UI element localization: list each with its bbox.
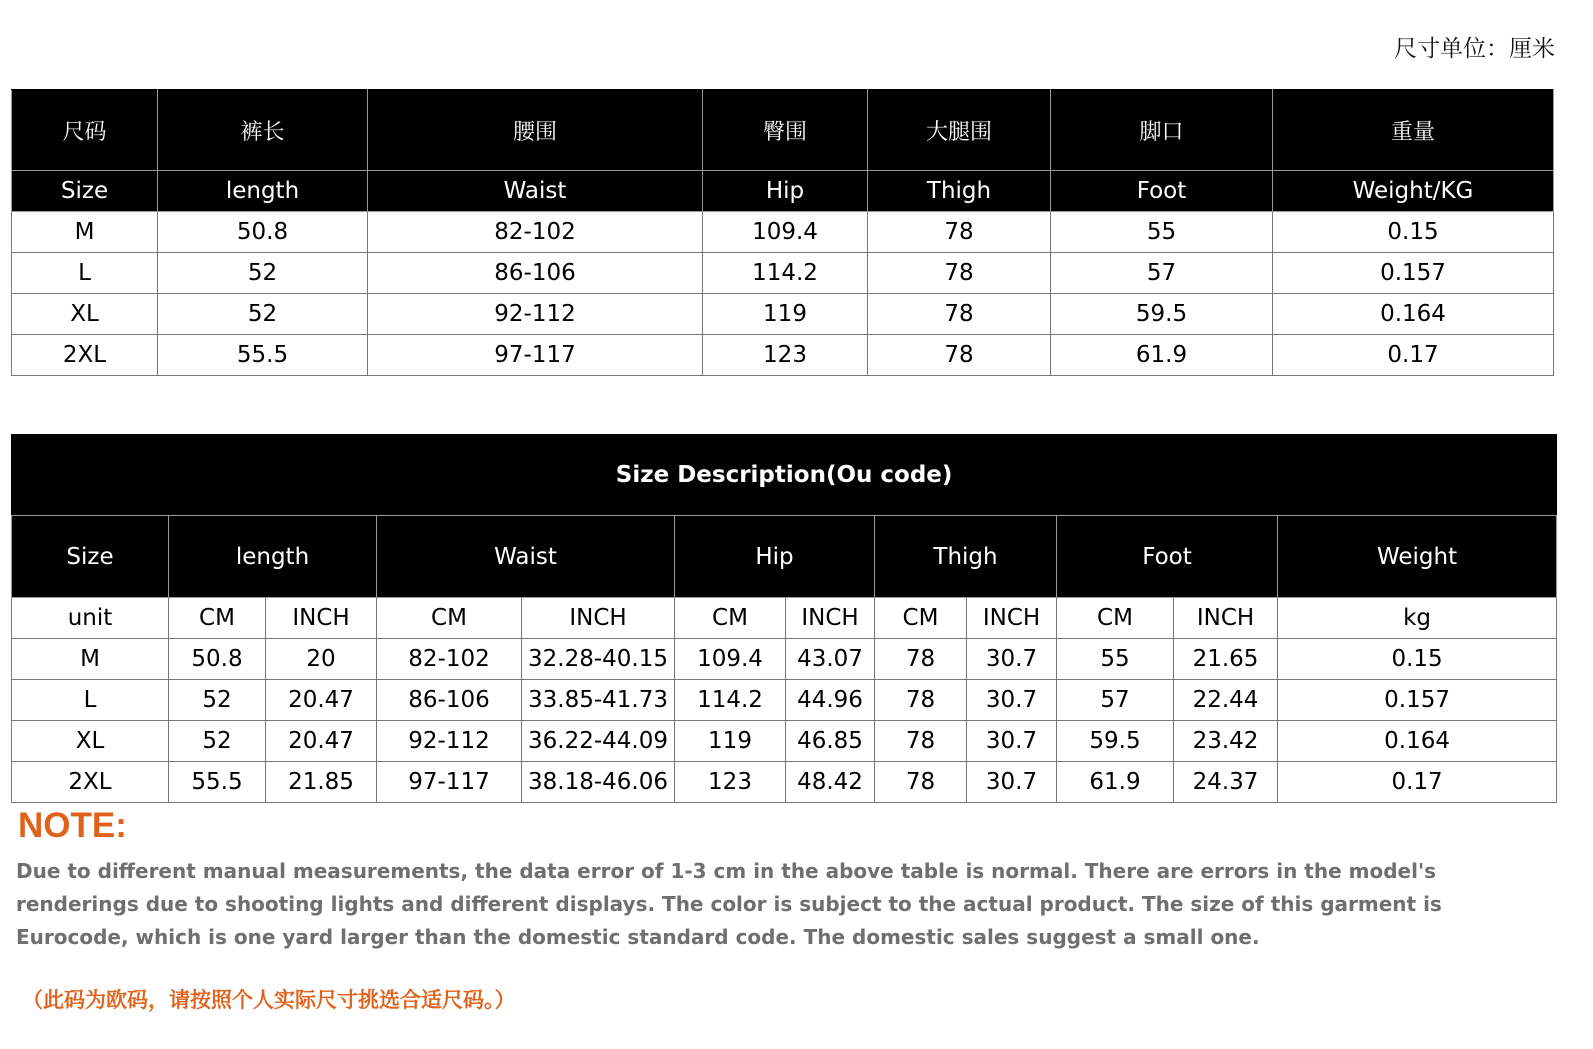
group-header-waist: Waist xyxy=(377,516,675,598)
header-row-cn xyxy=(12,90,1554,171)
table-cell: 78 xyxy=(875,721,967,762)
table-cell: 55.5 xyxy=(169,762,266,803)
unit-cell: CM xyxy=(875,598,967,639)
table-cell: XL xyxy=(12,721,169,762)
table-cell: 20.47 xyxy=(266,721,377,762)
table-cell: 44.96 xyxy=(786,680,875,721)
cell-hip: 114.2 xyxy=(703,253,868,294)
cell-waist: 82-102 xyxy=(368,212,703,253)
table-cell: 78 xyxy=(875,762,967,803)
table-cell: 59.5 xyxy=(1057,721,1174,762)
table-cell: L xyxy=(12,680,169,721)
note-title: NOTE: xyxy=(18,806,127,845)
table-cell: 36.22-44.09 xyxy=(522,721,675,762)
table-row xyxy=(12,639,1557,680)
header-cn-thigh: 大腿围 xyxy=(868,90,1051,171)
table-row xyxy=(12,253,1554,294)
table-cell: 46.85 xyxy=(786,721,875,762)
unit-cell: unit xyxy=(12,598,169,639)
header-en-size: Size xyxy=(12,171,158,212)
unit-row xyxy=(12,598,1557,639)
header-en-hip: Hip xyxy=(703,171,868,212)
header-cn-foot: 脚口 xyxy=(1051,90,1273,171)
cell-weight: 0.157 xyxy=(1273,253,1554,294)
table-cell: 38.18-46.06 xyxy=(522,762,675,803)
table-cell: 24.37 xyxy=(1174,762,1278,803)
table-cell: 119 xyxy=(675,721,786,762)
unit-cell: CM xyxy=(1057,598,1174,639)
table-cell: 30.7 xyxy=(967,680,1057,721)
header-en-thigh: Thigh xyxy=(868,171,1051,212)
note-body: Due to different manual measurements, the data error of 1-3 cm in the above table is normal. There are errors in the model's renderings due to shooting lights and different displays. The color is subject to the actual product. The size of this garment is Eurocode, which is one yard larger than the domestic standard code. The domestic sales suggest a small one. xyxy=(16,859,1442,949)
table-cell: 55 xyxy=(1057,639,1174,680)
table-cell: 114.2 xyxy=(675,680,786,721)
table-row xyxy=(12,680,1557,721)
group-header-length: length xyxy=(169,516,377,598)
unit-cell: INCH xyxy=(967,598,1057,639)
table-cell: 21.85 xyxy=(266,762,377,803)
table-cell: 82-102 xyxy=(377,639,522,680)
cell-length: 55.5 xyxy=(158,335,368,376)
unit-cell: kg xyxy=(1278,598,1557,639)
table-cell: 50.8 xyxy=(169,639,266,680)
cell-length: 52 xyxy=(158,253,368,294)
cell-hip: 109.4 xyxy=(703,212,868,253)
header-en-weight: Weight/KG xyxy=(1273,171,1554,212)
cell-foot: 61.9 xyxy=(1051,335,1273,376)
cell-weight: 0.17 xyxy=(1273,335,1554,376)
cell-thigh: 78 xyxy=(868,253,1051,294)
table-cell: 52 xyxy=(169,680,266,721)
header-cn-hip: 臀围 xyxy=(703,90,868,171)
table-cell: 52 xyxy=(169,721,266,762)
header-en-foot: Foot xyxy=(1051,171,1273,212)
table-cell: 78 xyxy=(875,680,967,721)
table-cell: 20 xyxy=(266,639,377,680)
table-row xyxy=(12,335,1554,376)
table-cell: 86-106 xyxy=(377,680,522,721)
cell-foot: 59.5 xyxy=(1051,294,1273,335)
cell-hip: 123 xyxy=(703,335,868,376)
table-cell: 92-112 xyxy=(377,721,522,762)
group-header-weight: Weight xyxy=(1278,516,1557,598)
table-cell: 30.7 xyxy=(967,721,1057,762)
header-en-waist: Waist xyxy=(368,171,703,212)
table-cell: 23.42 xyxy=(1174,721,1278,762)
table-cell: 32.28-40.15 xyxy=(522,639,675,680)
group-header-thigh: Thigh xyxy=(875,516,1057,598)
cell-waist: 92-112 xyxy=(368,294,703,335)
table-cell: M xyxy=(12,639,169,680)
table-cell: 20.47 xyxy=(266,680,377,721)
unit-cell: INCH xyxy=(786,598,875,639)
table-cell: 0.17 xyxy=(1278,762,1557,803)
cell-length: 50.8 xyxy=(158,212,368,253)
unit-cell: CM xyxy=(377,598,522,639)
table-cell: 43.07 xyxy=(786,639,875,680)
cell-size: M xyxy=(12,212,158,253)
cell-waist: 86-106 xyxy=(368,253,703,294)
note-chinese: （此码为欧码，请按照个人实际尺寸挑选合适尺码。） xyxy=(22,988,516,1012)
cell-length: 52 xyxy=(158,294,368,335)
unit-cell: INCH xyxy=(522,598,675,639)
table-cell: 123 xyxy=(675,762,786,803)
cell-foot: 57 xyxy=(1051,253,1273,294)
cell-thigh: 78 xyxy=(868,212,1051,253)
size-description-table xyxy=(11,434,1557,803)
table-cell: 0.157 xyxy=(1278,680,1557,721)
table-title-row xyxy=(12,435,1557,516)
cell-size: XL xyxy=(12,294,158,335)
table-row xyxy=(12,762,1557,803)
group-header-size: Size xyxy=(12,516,169,598)
unit-cell: INCH xyxy=(266,598,377,639)
cell-foot: 55 xyxy=(1051,212,1273,253)
table-title: Size Description(Ou code) xyxy=(12,435,1557,516)
header-cn-size: 尺码 xyxy=(12,90,158,171)
size-unit-label: 尺寸单位：厘米 xyxy=(1394,36,1555,62)
cell-weight: 0.15 xyxy=(1273,212,1554,253)
cell-thigh: 78 xyxy=(868,294,1051,335)
unit-cell: INCH xyxy=(1174,598,1278,639)
table-cell: 30.7 xyxy=(967,639,1057,680)
table-cell: 57 xyxy=(1057,680,1174,721)
cell-thigh: 78 xyxy=(868,335,1051,376)
table-cell: 0.164 xyxy=(1278,721,1557,762)
header-en-length: length xyxy=(158,171,368,212)
table-cell: 30.7 xyxy=(967,762,1057,803)
table-cell: 61.9 xyxy=(1057,762,1174,803)
table-cell: 78 xyxy=(875,639,967,680)
header-cn-weight: 重量 xyxy=(1273,90,1554,171)
cell-hip: 119 xyxy=(703,294,868,335)
header-cn-waist: 腰围 xyxy=(368,90,703,171)
table-cell: 33.85-41.73 xyxy=(522,680,675,721)
size-table-cn xyxy=(11,89,1554,376)
group-header-row xyxy=(12,516,1557,598)
header-cn-length: 裤长 xyxy=(158,90,368,171)
cell-size: L xyxy=(12,253,158,294)
table-cell: 109.4 xyxy=(675,639,786,680)
cell-size: 2XL xyxy=(12,335,158,376)
header-row-en xyxy=(12,171,1554,212)
table-cell: 0.15 xyxy=(1278,639,1557,680)
table-row xyxy=(12,212,1554,253)
unit-cell: CM xyxy=(675,598,786,639)
group-header-hip: Hip xyxy=(675,516,875,598)
group-header-foot: Foot xyxy=(1057,516,1278,598)
table-cell: 2XL xyxy=(12,762,169,803)
table-cell: 22.44 xyxy=(1174,680,1278,721)
cell-waist: 97-117 xyxy=(368,335,703,376)
cell-weight: 0.164 xyxy=(1273,294,1554,335)
table-row xyxy=(12,721,1557,762)
table-row xyxy=(12,294,1554,335)
table-cell: 97-117 xyxy=(377,762,522,803)
unit-cell: CM xyxy=(169,598,266,639)
table-cell: 21.65 xyxy=(1174,639,1278,680)
table-cell: 48.42 xyxy=(786,762,875,803)
